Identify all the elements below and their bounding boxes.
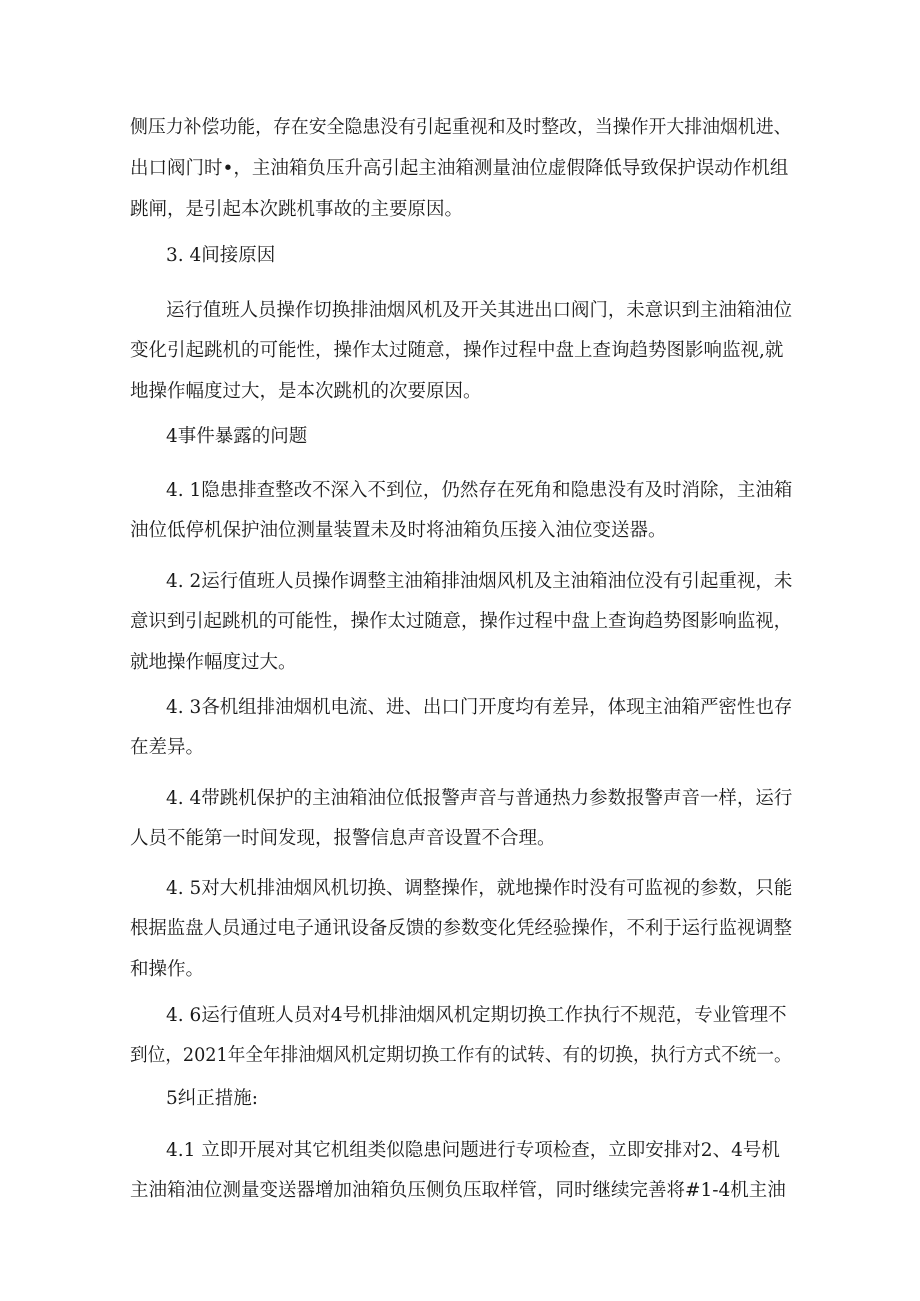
text-line: 4. 1隐患排查整改不深入不到位，仍然存在死角和隐患没有及时消除，主油箱 (166, 480, 793, 501)
text-line: 4. 2运行值班人员操作调整主油箱排油烟风机及主油箱油位没有引起重视，未 (166, 571, 793, 592)
text-line: 油位低停机保护油位测量装置未及时将油箱负压接入油位变送器。 (130, 520, 667, 541)
text-line: 在差异。 (130, 737, 205, 758)
text-line: 人员不能第一时间发现，报警信息声音设置不合理。 (130, 828, 556, 849)
text-line: 和操作。 (130, 959, 205, 980)
text-line: 运行值班人员操作切换排油烟风机及开关其进出口阀门，未意识到主油箱油位 (166, 300, 792, 321)
text-line: 侧压力补偿功能，存在安全隐患没有引起重视和及时整改，当操作开大排油烟机进、 (130, 117, 792, 138)
text-line: 4. 5对大机排油烟风机切换、调整操作，就地操作时没有可监视的参数，只能 (166, 878, 793, 899)
text-line: 变化引起跳机的可能性，操作太过随意，操作过程中盘上查询趋势图影响监视,就 (130, 340, 784, 361)
text-line: 4.1 立即开展对其它机组类似隐患问题进行专项检查，立即安排对2、4号机 (166, 1140, 780, 1161)
heading-text: 4事件暴露的问题 (166, 426, 308, 447)
text-line: 4. 4带跳机保护的主油箱油位低报警声音与普通热力参数报警声音一样，运行 (166, 788, 793, 809)
text-line: 就地操作幅度过大。 (130, 652, 297, 673)
text-line: 意识到引起跳机的可能性，操作太过随意，操作过程中盘上查询趋势图影响监视， (130, 611, 793, 632)
text-line: 出口阀门时•，主油箱负压升高引起主油箱测量油位虚假降低导致保护误动作机组 (130, 158, 789, 179)
heading-text: 5纠正措施: (166, 1088, 259, 1109)
text-line: 跳闸，是引起本次跳机事故的主要原因。 (130, 199, 464, 220)
text-line: 根据监盘人员通过电子通讯设备反馈的参数变化凭经验操作，不利于运行监视调整 (130, 918, 793, 939)
text-line: 主油箱油位测量变送器增加油箱负压侧负压取样管，同时继续完善将#1-4机主油 (130, 1180, 786, 1201)
text-line: 4. 6运行值班人员对4号机排油烟风机定期切换工作执行不规范，专业管理不 (166, 1005, 787, 1026)
text-line: 4. 3各机组排油烟机电流、进、出口门开度均有差异，体现主油箱严密性也存 (166, 697, 793, 718)
heading-text: 3. 4间接原因 (166, 245, 276, 266)
text-line: 地操作幅度过大，是本次跳机的次要原因。 (130, 381, 482, 402)
text-line: 到位，2021年全年排油烟风机定期切换工作有的试转、有的切换，执行方式不统一。 (130, 1045, 792, 1066)
